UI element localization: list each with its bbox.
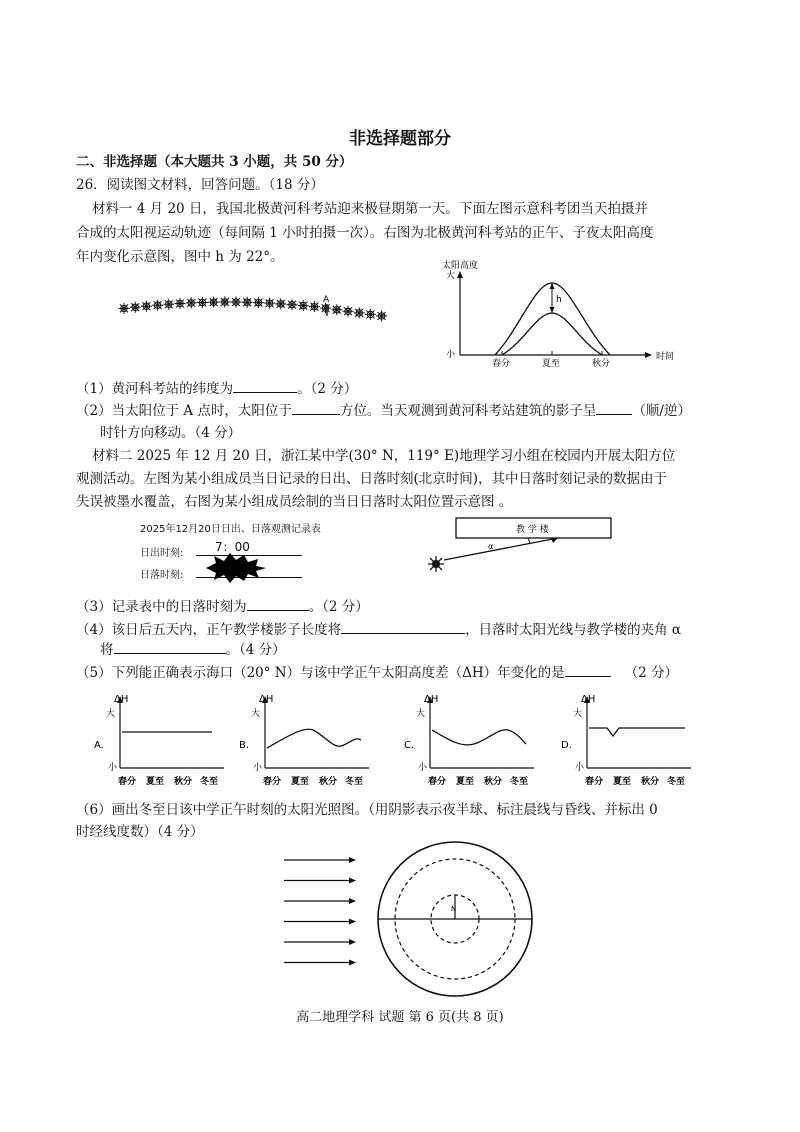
option-x-tick: 春分 (118, 777, 137, 787)
x-tick-summer: 夏至 (542, 359, 561, 369)
y-axis-top: 大 (446, 271, 456, 281)
midnight-altitude-curve (502, 313, 602, 355)
option-y-top: 大 (251, 709, 261, 719)
sun-symbol (253, 297, 264, 308)
sun-symbol (242, 297, 253, 308)
q4-line2-a: 将 (100, 642, 114, 658)
sun-symbol (141, 301, 152, 312)
option-chart-d[interactable] (555, 690, 705, 794)
solar-altitude-chart (420, 258, 680, 370)
sun-symbol (197, 297, 208, 308)
sunlight-arrow (284, 878, 356, 884)
option-y-title: ΔH (424, 694, 439, 705)
sun-symbol (219, 297, 230, 308)
sun-symbol (175, 298, 186, 309)
sun-icon (428, 556, 444, 572)
sun-symbol (287, 299, 298, 310)
sun-symbol (264, 298, 275, 309)
x-axis-arrow (645, 352, 652, 358)
sunlight-arrow (284, 919, 356, 925)
q6-line1: （6）画出冬至日该中学正午时刻的太阳光照图。（用阴影表示夜半球、标注晨线与昏线、并标出 0 (76, 802, 658, 818)
material1-line3: 年内变化示意图，图中 h 为 22°。 (76, 249, 284, 265)
option-y-top: 大 (573, 709, 583, 719)
material2-line1: 材料二 2025 年 12 月 20 日，浙江某中学(30° N，119° E)地理学习小组在校园内开展太阳方位 (92, 448, 676, 464)
question-3 (76, 596, 369, 617)
sunlight-arrow (284, 939, 356, 945)
q3-score: 。（2 分） (308, 599, 369, 615)
q6-line2: 时经线度数）（4 分） (76, 824, 204, 840)
option-y-title: ΔH (114, 694, 129, 705)
polar-view-diagram[interactable] (374, 838, 536, 1000)
option-x-tick: 夏至 (146, 777, 165, 787)
q2-rotation-blank[interactable] (596, 400, 632, 415)
option-x-tick: 春分 (585, 777, 604, 787)
sunlight-arrow (284, 960, 356, 966)
option-curve (267, 729, 361, 748)
sun-symbol (309, 301, 320, 312)
y-axis-bottom: 小 (446, 350, 456, 360)
x-axis-title: 时间 (656, 352, 675, 362)
q2-text-b: 方位。当天观测到黄河科考站建筑的影子呈 (339, 403, 597, 419)
material2-line3: 失误被墨水覆盖，右图为某小组成员绘制的当日日落时太阳位置示意图 。 (76, 494, 513, 510)
sun-ray-arrow (551, 538, 558, 543)
q26-heading: 26．阅读图文材料，回答问题。（18 分） (76, 177, 324, 193)
sunlight-arrow (284, 857, 356, 863)
sun-symbol (343, 306, 354, 317)
section-heading: 二、非选择题（本大题共 3 小题，共 50 分） (76, 154, 353, 170)
question-2 (76, 400, 691, 421)
option-y-title: ΔH (259, 694, 274, 705)
option-y-top: 大 (416, 709, 426, 719)
q1-score: 。（2 分） (297, 381, 358, 397)
north-pole-label: N (451, 905, 457, 913)
y-axis-title: 太阳高度 (442, 261, 479, 271)
h-arrow-head-bottom (550, 307, 555, 313)
option-label: D. (561, 740, 572, 751)
option-x-tick: 冬至 (510, 777, 529, 787)
h-arrow-head-top (550, 283, 555, 289)
material2-line2: 观测活动。左图为某小组成员当日记录的日出、日落时刻(北京时间)，其中日落时刻记录的数据由于 (76, 471, 668, 487)
option-x-tick: 春分 (263, 777, 282, 787)
option-y-title: ΔH (581, 694, 596, 705)
option-y-top: 大 (106, 709, 116, 719)
q5-answer-blank[interactable] (565, 662, 611, 677)
option-y-bottom: 小 (418, 763, 428, 773)
option-label: A. (94, 740, 104, 751)
sun-track (119, 297, 388, 322)
record-table-title: 2025年12月20日日出、日落观测记录表 (140, 524, 321, 535)
sun-symbol (119, 303, 130, 314)
q2-text-a: （2）当太阳位于 A 点时，太阳位于 (76, 403, 292, 419)
option-x-tick: 夏至 (291, 777, 310, 787)
option-curve (589, 728, 685, 736)
option-y-bottom: 小 (108, 763, 118, 773)
option-y-bottom: 小 (575, 763, 585, 773)
page-footer: 高二地理学科 试题 第 6 页(共 8 页) (296, 1010, 504, 1025)
sun-symbol (275, 298, 286, 309)
q1-text: （1）黄河科考站的纬度为 (76, 381, 234, 397)
sun-symbol (130, 302, 141, 313)
ink-blot (204, 553, 268, 583)
point-a-label: A (323, 295, 330, 305)
material1-line1: 材料一 4 月 20 日，我国北极黄河科考站迎来极昼期第一天。下面左图示意科考团当天拍摄并 (92, 201, 648, 217)
option-chart-b[interactable] (233, 690, 373, 794)
option-x-tick: 秋分 (319, 777, 338, 787)
option-chart-c[interactable] (398, 690, 538, 794)
q4-angle-blank[interactable] (114, 639, 226, 654)
sunrise-value: 7：00 (215, 540, 250, 554)
sunlight-arrow (284, 898, 356, 904)
sun-symbol (152, 300, 163, 311)
question-5 (76, 662, 678, 683)
q4-line2 (100, 639, 286, 660)
option-x-tick: 秋分 (641, 777, 660, 787)
option-label: B. (239, 740, 250, 751)
q5-score: （2 分） (624, 665, 679, 681)
option-x-tick: 冬至 (200, 777, 219, 787)
sunlight-arrows (280, 852, 360, 970)
x-tick-spring: 春分 (492, 359, 511, 369)
sunset-position-diagram (420, 512, 620, 578)
alpha-label: α (488, 542, 494, 551)
q1-answer-blank[interactable] (233, 378, 297, 393)
q2-text-c: （顺/逆） (632, 403, 691, 419)
sun-symbol (208, 297, 219, 308)
h-label: h (556, 295, 562, 305)
q3-text: （3）记录表中的日落时刻为 (76, 599, 247, 615)
page-title: 非选择题部分 (349, 129, 451, 149)
y-axis-arrow (457, 271, 463, 278)
option-x-tick: 春分 (428, 777, 447, 787)
option-label: C. (404, 740, 415, 751)
option-x-tick: 冬至 (667, 777, 686, 787)
option-x-tick: 秋分 (484, 777, 503, 787)
q2-direction-blank[interactable] (292, 400, 340, 415)
sun-symbol (163, 299, 174, 310)
option-x-tick: 冬至 (345, 777, 364, 787)
material1-line2: 合成的太阳视运动轨迹（每间隔 1 小时拍摄一次）。右图为北极黄河科考站的正午、子夜太阳高度 (76, 225, 654, 241)
q4-shadow-blank[interactable] (341, 619, 465, 634)
sunset-label: 日落时刻: (140, 570, 184, 581)
question-1 (76, 378, 357, 399)
sun-trajectory-figure (110, 282, 400, 342)
q3-answer-blank[interactable] (247, 596, 309, 611)
sun-ray (444, 538, 558, 560)
option-x-tick: 夏至 (613, 777, 632, 787)
option-curve (432, 730, 526, 745)
x-tick-autumn: 秋分 (592, 359, 611, 369)
sun-symbol (331, 304, 342, 315)
sunrise-label: 日出时刻: (140, 548, 184, 559)
option-y-bottom: 小 (253, 763, 263, 773)
q4-line2-b: 。（4 分） (225, 642, 286, 658)
q4-text-a: （4）该日后五天内，正午教学楼影子长度将 (76, 622, 342, 638)
q5-text: （5）下列能正确表示海口（20° N）与该中学正午太阳高度差（ΔH）年变化的是 (76, 665, 565, 681)
option-chart-a[interactable] (88, 690, 228, 794)
sun-symbol (298, 300, 309, 311)
sun-symbol (376, 310, 387, 321)
sun-symbol (231, 297, 242, 308)
q2-line2: 时针方向移动。（4 分） (100, 425, 242, 441)
sun-symbol (354, 307, 365, 318)
sun-symbol (365, 309, 376, 320)
building-label: 教 学 楼 (516, 525, 549, 535)
option-x-tick: 夏至 (456, 777, 475, 787)
q4-text-b: ，日落时太阳光线与教学楼的夹角 α (465, 622, 682, 638)
question-4 (76, 619, 681, 640)
sun-symbol (186, 297, 197, 308)
option-x-tick: 秋分 (174, 777, 193, 787)
